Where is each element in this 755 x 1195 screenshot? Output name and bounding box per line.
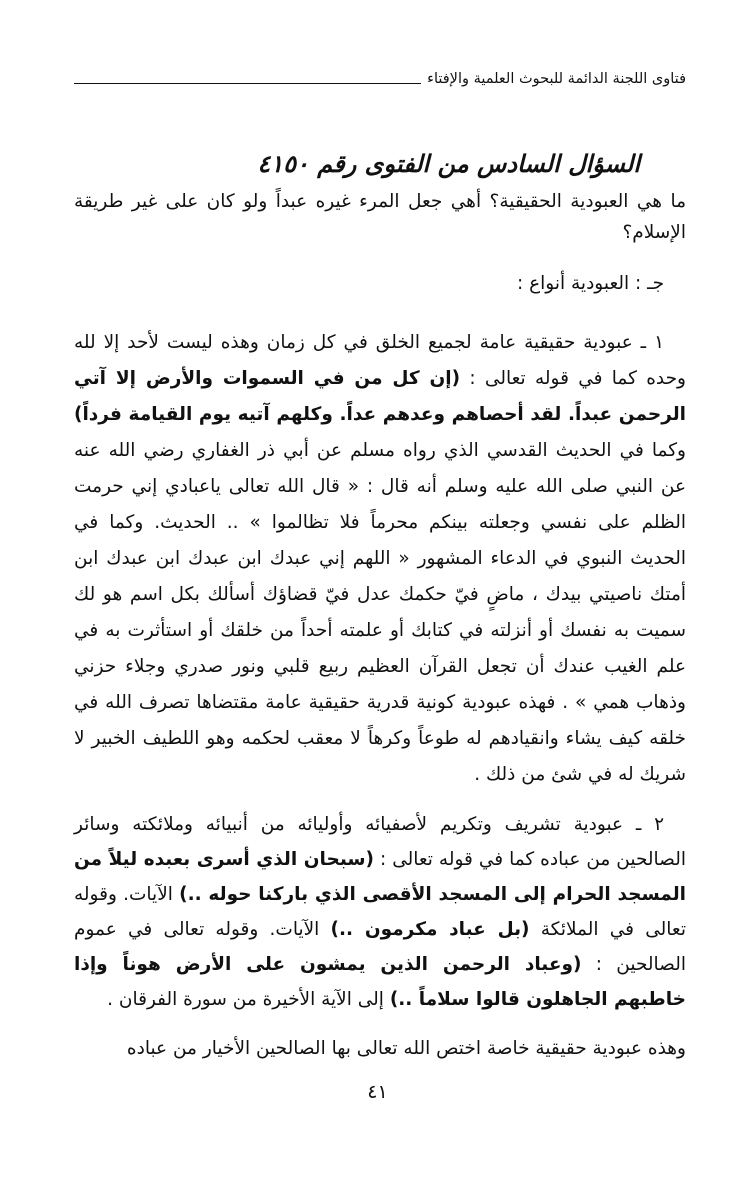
paragraph-1-text-c: وكما في الحديث القدسي الذي رواه مسلم عن أبي ذر الغفاري رضي الله عنه عن النبي صلى الله عليه وسلم أنه قال : « قال الله تعالى ياعبادي إني حرمت الظلم على نفسي وجعلته بينكم محرماً فلا تظالموا » .. الحديث. وكما في الحديث النبوي في الدعاء المشهور « اللهم إني عبدك ابن عبدك ابن عبدك ابن أمتك ناصيتي بيدك ، ماضٍ فيّ حكمك عدل فيّ قضاؤك أسألك بكل اسم هو لك سميت به نفسك أو أنزلته في كتابك أو علمته أحداً من خلقك أو استأثرت به في علم الغيب عندك أن تجعل القرآن العظيم ربيع قلبي ونور صدري وجلاء حزني وذهاب همي » . فهذه عبودية كونية قدرية حقيقية عامة مقتضاها تصرف الله في خلقه كيف يشاء وانقيادهم له طوعاً وكرهاً لا معقب لحكمه وهو اللطيف الخبير لا شريك له في شئ من ذلك .	[74, 440, 686, 785]
answer-intro: جـ : العبودية أنواع :	[516, 273, 664, 294]
paragraph-2-verse-2: (بل عباد مكرمون ..)	[330, 919, 530, 940]
paragraph-1-text-a: ١ ـ عبودية حقيقية عامة لجميع الخلق في كل زمان وهذه ليست لأحد إلا لله وحده كما في قوله تعالى :	[74, 332, 686, 389]
page-number: ٤١	[367, 1081, 388, 1103]
paragraph-1	[74, 325, 686, 793]
paragraph-2-text-c: الآيات. وقوله تعالى في الملائكة	[74, 884, 687, 940]
running-header	[74, 60, 686, 86]
paragraph-2-verse-1: (سبحان الذي أسرى بعبده ليلاً من المسجد الحرام إلى المسجد الأقصى الذي باركنا حوله ..)	[74, 849, 686, 905]
paragraph-2-verse-3: (وعباد الرحمن الذين يمشون على الأرض هوناً وإذا خاطبهم الجاهلون قالوا سلاماً ..)	[74, 954, 686, 1010]
question-heading: السؤال السادس من الفتوى رقم ٤١٥٠	[257, 149, 640, 178]
header-rule	[74, 83, 421, 84]
question-text: ما هي العبودية الحقيقية؟ أهي جعل المرء غيره عبداً ولو كان على غير طريقة الإسلام؟	[74, 191, 686, 243]
paragraph-3	[74, 1031, 686, 1067]
paragraph-2-text-e: الآيات. وقوله تعالى في عموم الصالحين :	[74, 919, 686, 975]
paragraph-2-text-g: إلى الآية الأخيرة من سورة الفرقان .	[107, 989, 390, 1010]
paragraph-3-text: وهذه عبودية حقيقية خاصة اختص الله تعالى بها الصالحين الأخيار من عباده	[126, 1038, 686, 1059]
paragraph-2	[74, 807, 686, 1017]
paragraph-1-quran-verse: (إن كل من في السموات والأرض إلا آتي الرحمن عبداً. لقد أحصاهم وعدهم عداً. وكلهم آتيه يوم القيامة فرداً)	[74, 368, 686, 425]
running-header-title: فتاوى اللجنة الدائمة للبحوث العلمية والإفتاء	[427, 70, 686, 87]
paragraph-2-text-a: ٢ ـ عبودية تشريف وتكريم لأصفيائه وأوليائه من أنبيائه وملائكته وسائر الصالحين من عباده كما في قوله تعالى :	[74, 814, 686, 870]
body-content	[74, 142, 686, 1081]
